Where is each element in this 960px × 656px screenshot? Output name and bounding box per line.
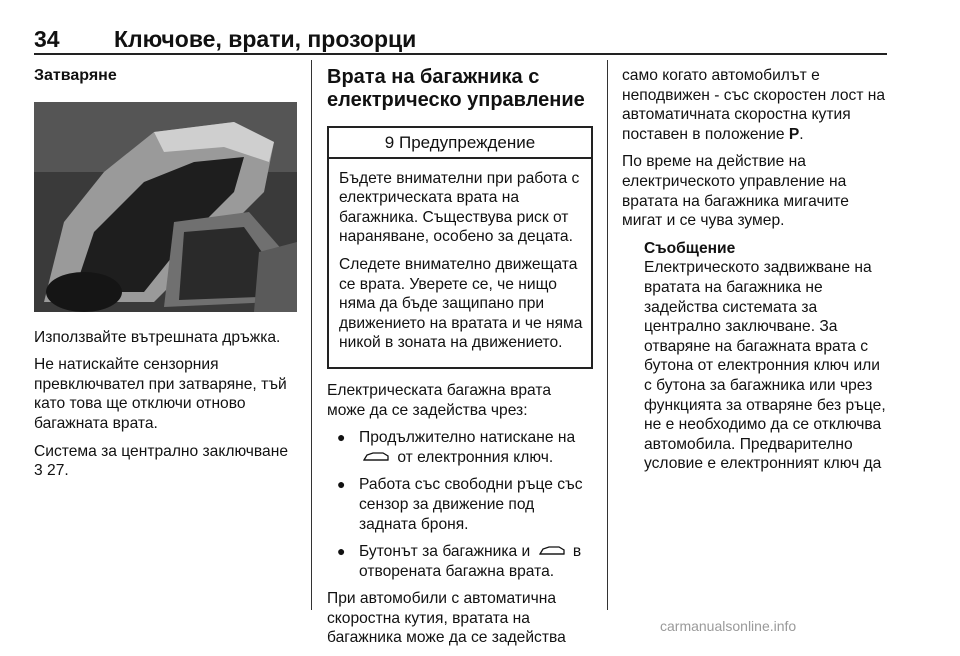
column-1: [34, 66, 298, 489]
page-number: 34: [34, 26, 60, 52]
paragraph: Използвайте вътрешната дръжка.: [34, 328, 281, 346]
warning-body: [329, 159, 591, 367]
page-reference[interactable]: 27.: [47, 462, 69, 480]
note-box: [644, 239, 890, 474]
warning-title: Предупреждение: [399, 133, 536, 152]
list-item: ● Работа със свободни ръце със сензор за движение под задната броня.: [337, 476, 583, 533]
warning-header: [329, 128, 591, 159]
warning-paragraph: Следете внимателно движещата се врата. Уверете се, че нищо няма да бъде защипано при движението на вратата и че няма никой в зоната на движението.: [339, 255, 583, 352]
page-header: [34, 26, 887, 52]
section-heading: Врата на багажника с електрическо управление: [327, 66, 585, 111]
paragraph: Не натискайте сензорния превключвател при затваряне, тъй като това ще отключи отново багажната врата.: [34, 356, 287, 432]
note-title: Съобщение: [644, 239, 736, 257]
car-tailgate-icon: [539, 542, 565, 562]
bullet: ●: [337, 429, 346, 446]
warning-triangle-icon: 9: [384, 133, 395, 152]
column-divider: [607, 60, 608, 610]
chapter-title: Ключове, врати, прозорци: [114, 26, 417, 52]
bullet: ●: [337, 543, 346, 560]
paragraph: Система за централно заключване 3 27.: [34, 442, 288, 480]
list-item: ● Продължително натискане на от електронния ключ.: [337, 429, 576, 466]
reference-arrow: 3: [34, 462, 43, 480]
paragraph: само когато автомобилът е неподвижен - със скоростен лост на автоматичната скоростна кутия поставен в положение P.: [622, 67, 886, 143]
gear-position: P: [788, 125, 800, 143]
intro-paragraph: Електрическата багажна врата може да се задейства чрез:: [327, 381, 551, 419]
subheading: Затваряне: [34, 67, 117, 84]
paragraph: По време на действие на електрическото управление на вратата на багажника мигачите мигат и се чува зумер.: [622, 153, 849, 230]
bullet-list: [327, 428, 593, 581]
warning-box: [327, 126, 593, 369]
column-3: [622, 66, 890, 474]
tailgate-photo: [34, 102, 297, 312]
note-text: Електрическото задвижване на вратата на багажника не задейства системата за централно заключване. За отваряне на багажната врата с бутона от електронния ключ или с бутона за багажника или чрез функцията за отваряне без ръце, не е необходимо да се отключва автомобила. Предварително условие е електронният ключ да: [644, 259, 886, 473]
car-tailgate-icon: [363, 448, 389, 468]
warning-paragraph: Бъдете внимателни при работа с електрическата врата на багажника. Съществува риск от нараняване, особено за децата.: [339, 169, 580, 246]
column-divider: [311, 60, 312, 610]
header-rule: [34, 53, 887, 55]
bullet: ●: [337, 476, 346, 493]
paragraph: При автомобили с автоматична скоростна кутия, вратата на багажника може да се задейства: [327, 590, 566, 647]
list-item: ● Бутонът за багажника и в отворената багажна врата.: [337, 543, 582, 580]
watermark: carmanualsonline.info: [660, 618, 797, 634]
column-2: [327, 66, 593, 656]
